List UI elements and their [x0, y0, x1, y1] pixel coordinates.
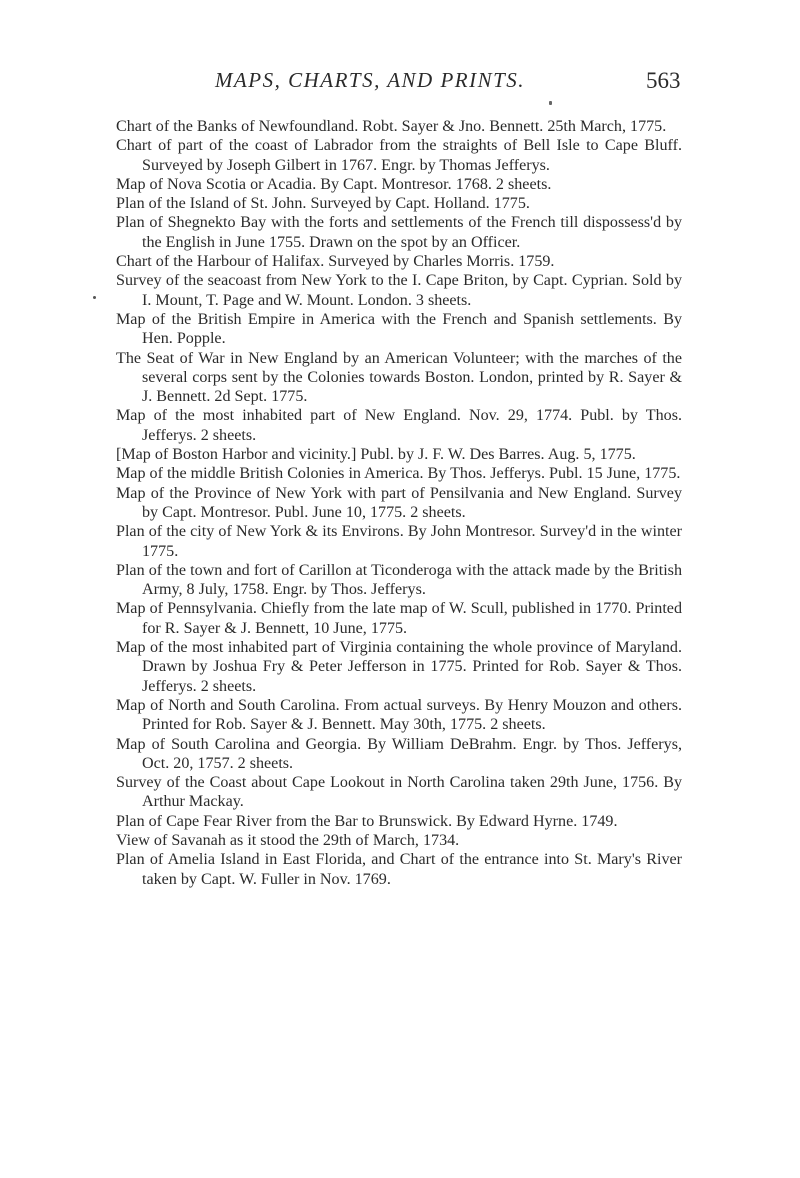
list-item: Map of the British Empire in America with the French and Spanish settlements. By Hen. Popple.: [116, 310, 682, 348]
list-item: Plan of Shegnekto Bay with the forts and settlements of the French till dispossess'd by the English in June 1755. Drawn on the spot by an Officer.: [116, 214, 682, 251]
list-item: Plan of the town and fort of Carillon at Ticonderoga with the attack made by the British Army, 8 July, 1758. Engr. by Thos. Jefferys.: [116, 561, 682, 599]
list-item: Plan of Amelia Island in East Florida, and Chart of the entrance into St. Mary's River taken by Capt. W. Fuller in Nov. 1769.: [116, 851, 682, 888]
list-item: Chart of the Harbour of Halifax. Surveyed by Charles Morris. 1759.: [116, 253, 555, 271]
list-item: Map of the most inhabited part of Virginia containing the whole province of Maryland. Drawn by Joshua Fry & Peter Jefferson in 1775. Printed for Rob. Sayer & Thos. Jefferys. 2 sheets.: [116, 639, 682, 695]
page-number: 563: [646, 68, 681, 93]
list-item: The Seat of War in New England by an American Volunteer; with the marches of the several corps sent by the Colonies towards Boston. London, printed by R. Sayer & J. Bennett. 2d Sept. 1775.: [116, 349, 682, 406]
list-item: Plan of the Island of St. John. Surveyed by Capt. Holland. 1775.: [116, 195, 530, 213]
list-item: Map of the Province of New York with part of Pensilvania and New England. Survey by Capt. Montresor. Publ. June 10, 1775. 2 sheets.: [116, 484, 682, 521]
list-item: Map of South Carolina and Georgia. By William DeBrahm. Engr. by Thos. Jefferys, Oct. 20, 1757. 2 sheets.: [116, 735, 682, 772]
list-item: Plan of Cape Fear River from the Bar to Brunswick. By Edward Hyrne. 1749.: [116, 812, 618, 830]
list-item: Plan of the city of New York & its Environs. By John Montresor. Survey'd in the winter 1775.: [116, 523, 682, 560]
list-item: Chart of the Banks of Newfoundland. Robt. Sayer & Jno. Bennett. 25th March, 1775.: [116, 118, 667, 135]
list-item: Map of Pennsylvania. Chiefly from the late map of W. Scull, published in 1770. Printed for R. Sayer & J. Bennett, 10 June, 1775.: [116, 600, 682, 637]
print-speck: [549, 101, 552, 105]
list-item: Map of the middle British Colonies in America. By Thos. Jefferys. Publ. 15 June, 1775.: [116, 465, 681, 483]
list-item: Map of the most inhabited part of New England. Nov. 29, 1774. Publ. by Thos. Jefferys. 2 sheets.: [116, 407, 682, 444]
margin-mark: [93, 296, 96, 299]
list-item: Map of Nova Scotia or Acadia. By Capt. Montresor. 1768. 2 sheets.: [116, 175, 552, 193]
entry-list: [116, 117, 682, 889]
list-item: Map of North and South Carolina. From actual surveys. By Henry Mouzon and others. Printed for Rob. Sayer & J. Bennett. May 30th, 1775. 2 sheets.: [116, 696, 682, 734]
running-title: MAPS, CHARTS, AND PRINTS.: [214, 68, 526, 92]
list-item: Survey of the Coast about Cape Lookout in North Carolina taken 29th June, 1756. By Arthur Mackay.: [116, 774, 682, 811]
list-item: [Map of Boston Harbor and vicinity.] Publ. by J. F. W. Des Barres. Aug. 5, 1775.: [116, 446, 636, 464]
list-item: View of Savanah as it stood the 29th of March, 1734.: [116, 831, 460, 849]
list-item: Chart of part of the coast of Labrador from the straights of Bell Isle to Cape Bluff. Surveyed by Joseph Gilbert in 1767. Engr. by Thomas Jefferys.: [116, 137, 682, 174]
list-item: Survey of the seacoast from New York to the I. Cape Briton, by Capt. Cyprian. Sold by I. Mount, T. Page and W. Mount. London. 3 sheets.: [116, 272, 682, 309]
